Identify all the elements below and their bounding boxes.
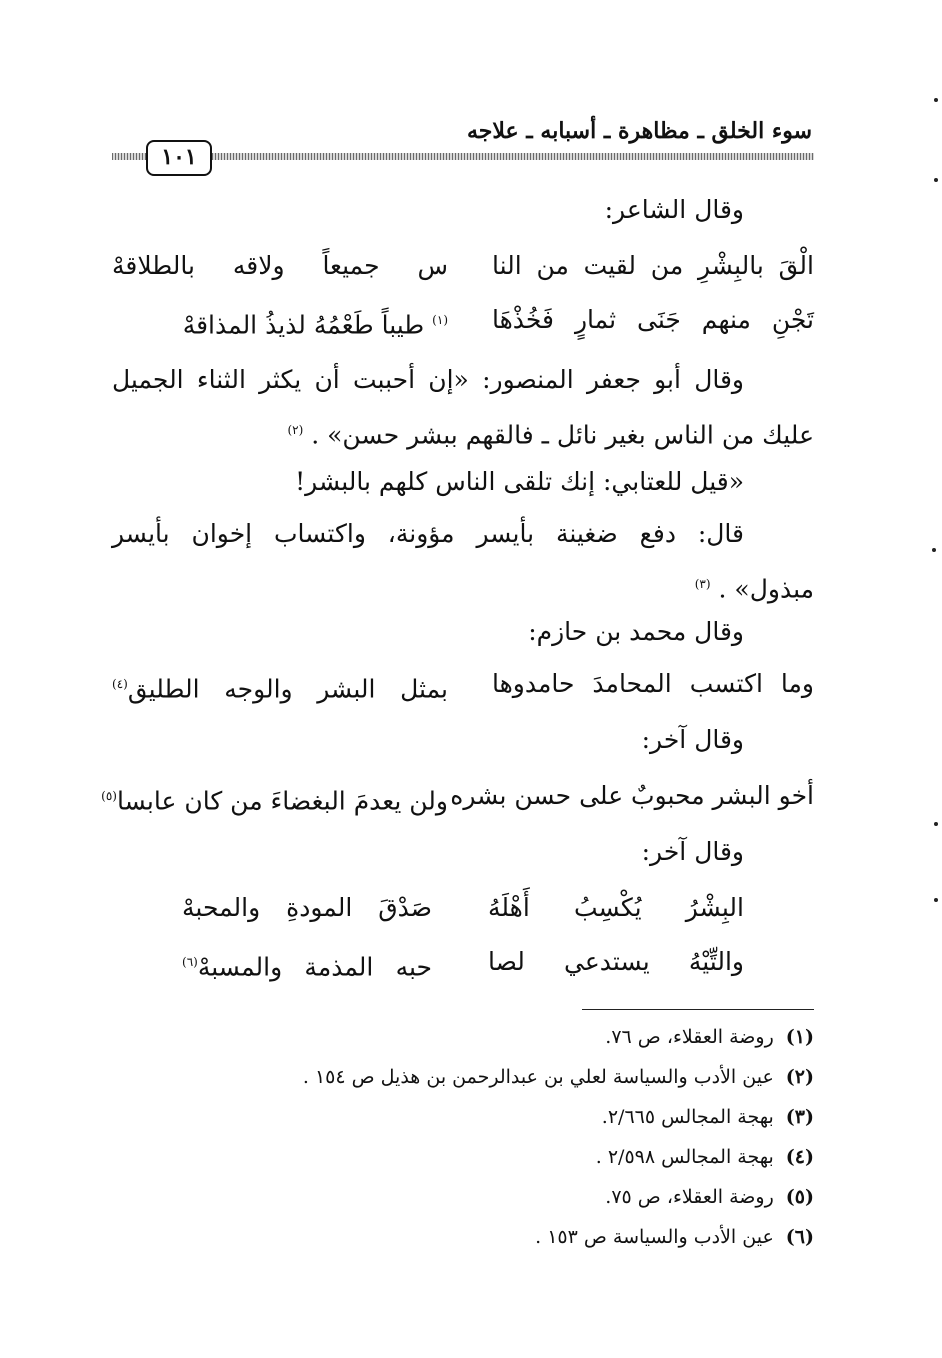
verse2-left-wrap xyxy=(112,300,448,345)
header-rule-left xyxy=(112,153,146,160)
scan-mark xyxy=(934,822,938,826)
scan-mark xyxy=(932,548,936,552)
page-number: ١٠١ xyxy=(146,140,212,176)
footnote-ref-2: (٢) xyxy=(287,423,304,437)
verse4-hemistich-left: ولن يعدمَ البغضاءَ من كان عابسا xyxy=(116,786,448,816)
footnote-text: روضة العقلاء، ص ٧٦. xyxy=(605,1026,774,1048)
paragraph-atabi-line3-text: مبذول» . xyxy=(718,574,814,604)
footnote-separator xyxy=(582,1009,814,1010)
scan-mark xyxy=(934,98,938,102)
footnote-text: عين الأدب والسياسة لعلي بن عبدالرحمن بن هذيل ص ١٥٤ . xyxy=(302,1066,774,1088)
footnote-ref-3: (٣) xyxy=(694,577,711,591)
footnote-5 xyxy=(605,1183,814,1211)
verse4-hemistich-right: أخو البشر محبوبٌ على حسن بشره xyxy=(450,781,814,810)
paragraph-atabi-line1: «قيل للعتابي: إنك تلقى الناس كلهم بالبشر! xyxy=(295,467,744,496)
footnote-3 xyxy=(602,1103,814,1131)
footnote-number: (٤) xyxy=(785,1146,814,1168)
verse1-hemistich-left: س جميعاً ولاقه بالطلاقهْ xyxy=(112,251,448,280)
scan-mark xyxy=(934,178,938,182)
footnote-ref-6: (٦) xyxy=(182,955,198,969)
footnote-number: (٢) xyxy=(785,1066,814,1088)
intro-other-2: وقال آخر: xyxy=(641,837,744,866)
intro-hazim: وقال محمد بن حازم: xyxy=(528,617,744,646)
footnote-text: روضة العقلاء، ص ٧٥. xyxy=(605,1186,774,1208)
paragraph-atabi-line3 xyxy=(695,564,814,609)
footnote-2 xyxy=(303,1063,814,1091)
paragraph-mansour-line2 xyxy=(287,410,814,455)
verse4-left-wrap xyxy=(101,776,448,821)
verse6-hemistich-left: حبه المذمة والمسبهْ xyxy=(197,952,432,982)
verse6-left-wrap xyxy=(182,942,432,987)
intro-poet: وقال الشاعر: xyxy=(604,195,744,224)
running-title: سوء الخلق ـ مظاهرة ـ أسبابه ـ علاجه xyxy=(467,118,812,144)
footnote-6 xyxy=(535,1223,814,1251)
footnote-ref-4: (٤) xyxy=(112,677,128,691)
scan-mark xyxy=(934,898,938,902)
footnote-text: عين الأدب والسياسة ص ١٥٣ . xyxy=(535,1226,774,1248)
verse3-hemistich-left: بمثل البشر والوجه الطليق xyxy=(127,674,448,704)
verse1-hemistich-right: الْقَ بالبِشْرِ من لقيت من النا xyxy=(492,251,814,280)
footnote-number: (٥) xyxy=(785,1186,814,1208)
verse3-hemistich-right: وما اكتسب المحامدَ حامدوها xyxy=(492,669,814,698)
verse2-hemistich-left: طيباً طَعْمُهُ لذيذُ المذاقهْ xyxy=(182,310,425,340)
paragraph-atabi-line2: قال: دفع ضغينة بأيسر مؤونة، واكتساب إخوان بأيسر xyxy=(112,519,744,548)
footnote-number: (١) xyxy=(785,1026,814,1048)
footnote-ref-5: (٥) xyxy=(101,789,117,803)
verse6-hemistich-right: والتِّيْهُ يستدعي لصا xyxy=(488,947,744,976)
footnote-number: (٣) xyxy=(785,1106,814,1128)
footnote-text: بهجة المجالس ٢/٦٦٥. xyxy=(601,1106,774,1128)
header-rule-right xyxy=(212,153,814,160)
verse3-left-wrap xyxy=(112,664,448,709)
paragraph-mansour-line1: وقال أبو جعفر المنصور: «إن أحببت أن يكثر الثناء الجميل xyxy=(112,365,744,394)
footnote-number: (٦) xyxy=(785,1226,814,1248)
verse5-hemistich-right: البِشْرُ يُكْسِبُ أَهْلَهُ xyxy=(488,893,744,922)
paragraph-mansour-line2-text: عليك من الناس بغير نائل ـ فالقهم ببشر حسن» . xyxy=(311,420,814,450)
footnote-text: بهجة المجالس ٢/٥٩٨ . xyxy=(595,1146,774,1168)
verse5-hemistich-left: صَدْقَ المودةِ والمحبهْ xyxy=(182,893,432,922)
intro-other-1: وقال آخر: xyxy=(641,725,744,754)
verse2-hemistich-right: تَجْنِ منهم جَنَى ثمارٍ فَخُذْهَا xyxy=(492,305,814,334)
footnote-ref-1: (١) xyxy=(432,313,448,327)
footnote-1 xyxy=(605,1023,814,1051)
footnote-4 xyxy=(596,1143,814,1171)
